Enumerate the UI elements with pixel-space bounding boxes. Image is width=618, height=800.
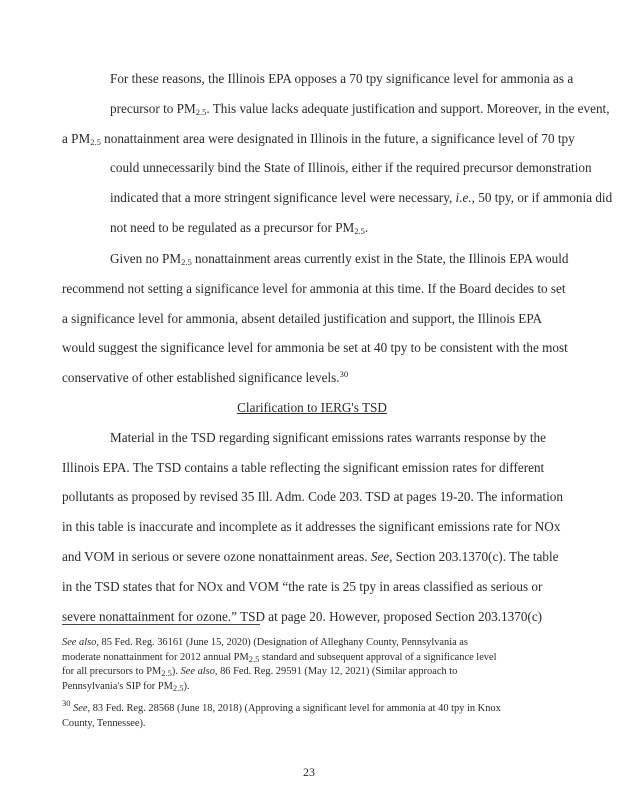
pm-subscript: 2.5: [354, 225, 365, 236]
footnotes: [62, 636, 562, 740]
fn-cont-line-3-mid: ).: [171, 666, 181, 678]
footnote-30: [62, 698, 562, 731]
p1-line-3: a PM: [62, 130, 91, 146]
fn-cont-line-3-rest: , 86 Fed. Reg. 29591 (May 12, 2021) (Similar approach to: [214, 666, 458, 678]
see-also-italic: See also: [62, 637, 97, 648]
p1-line-6: not need to be regulated as a precursor for PM: [110, 219, 355, 235]
p3-line-5-rest: , Section 203.1370(c). The table: [389, 548, 559, 564]
paragraph-3: [62, 423, 562, 632]
fn-cont-line-2-rest: standard and subsequent approval of a significance level: [259, 651, 497, 663]
p1-line-3-rest: nonattainment area were designated in Illinois in the future, a significance level of 70 tpy: [100, 130, 575, 146]
pm-subscript: 2.5: [161, 668, 172, 679]
fn-cont-line-4-rest: ).: [183, 680, 190, 692]
p3-line-4: in this table is inaccurate and incomplete as it addresses the significant emissions rate for NOx: [62, 519, 561, 535]
pm-subscript: 2.5: [248, 653, 260, 664]
fn30-line-2: County, Tennessee).: [62, 717, 146, 729]
p2-line-1-rest: nonattainment areas currently exist in the State, the Illinois EPA would: [191, 251, 569, 266]
p2-line-1: Given no PM: [110, 251, 182, 266]
p3-line-2: Illinois EPA. The TSD contains a table reflecting the significant emission rates for different: [62, 459, 545, 475]
p2-line-3: a significance level for ammonia, absent detailed justification and support, the Illinois EPA: [62, 310, 543, 326]
p3-line-7: severe nonattainment for ozone.” TSD at page 20. However, proposed Section 203.1370(c): [62, 608, 543, 624]
p1-line-2: precursor to PM: [110, 100, 196, 116]
fn-cont-line-1: , 85 Fed. Reg. 36161 (June 15, 2020) (Designation of Alleghany County, Pennsylvania as: [96, 637, 468, 648]
ie-italic: i.e.: [455, 190, 472, 206]
p1-line-5-rest: , 50 tpy, or if ammonia did: [471, 190, 613, 206]
p3-line-5: and VOM in serious or severe ozone nonattainment areas.: [62, 548, 371, 564]
footnote-divider: [62, 624, 260, 625]
pm-subscript: 2.5: [90, 136, 101, 147]
see-italic: See: [73, 703, 88, 715]
p1-line-5: indicated that a more stringent significance level were necessary,: [110, 190, 456, 206]
p1-line-1: For these reasons, the Illinois EPA opposes a 70 tpy significance level for ammonia as a: [110, 71, 574, 86]
fn-cont-line-4: Pennsylvania's SIP for PM: [62, 680, 173, 692]
p2-line-4: would suggest the significance level for ammonia be set at 40 tpy to be consistent with the most: [62, 340, 568, 356]
section-heading: Clarification to IERG's TSD: [237, 399, 387, 415]
pm-subscript: 2.5: [195, 106, 207, 117]
paragraph-1: [62, 64, 613, 243]
footnote-continuation: [62, 636, 562, 694]
p1-line-2-rest: . This value lacks adequate justification and support. Moreover, in the event,: [206, 100, 610, 116]
see-italic: See: [370, 548, 390, 564]
see-also-italic: See also: [180, 666, 215, 678]
fn-cont-line-3: for all precursors to PM: [62, 666, 162, 678]
p3-line-1: Material in the TSD regarding significant emissions rates warrants response by the: [110, 429, 546, 445]
p1-line-4: could unnecessarily bind the State of Illinois, either if the required precursor demonstration: [110, 160, 592, 176]
body-text-2: [62, 244, 569, 631]
p3-line-3: pollutants as proposed by revised 35 Ill. Adm. Code 203. TSD at pages 19-20. The information: [62, 489, 563, 505]
p2-line-2: recommend not setting a significance level for ammonia at this time. If the Board decides to set: [62, 280, 566, 296]
p2-line-5: conservative of other established significance levels.: [62, 370, 340, 386]
fn30-line-1: , 83 Fed. Reg. 28568 (June 18, 2018) (Approving a significant level for ammonia at 40 tpy in Knox: [87, 703, 501, 715]
footnote-ref-30[interactable]: 30: [339, 369, 349, 380]
paragraph-2: [62, 244, 569, 393]
p3-line-6: in the TSD states that for NOx and VOM “the rate is 25 tpy in areas classified as serious or: [62, 578, 543, 594]
page-number: 23: [303, 765, 315, 779]
pm-subscript: 2.5: [172, 682, 184, 693]
fn-cont-line-2: moderate nonattainment for 2012 annual PM: [62, 651, 249, 663]
pm-subscript: 2.5: [181, 257, 192, 267]
p1-line-6-rest: .: [364, 219, 369, 235]
body-text: [62, 64, 613, 243]
footnote-number: 30: [62, 698, 71, 709]
